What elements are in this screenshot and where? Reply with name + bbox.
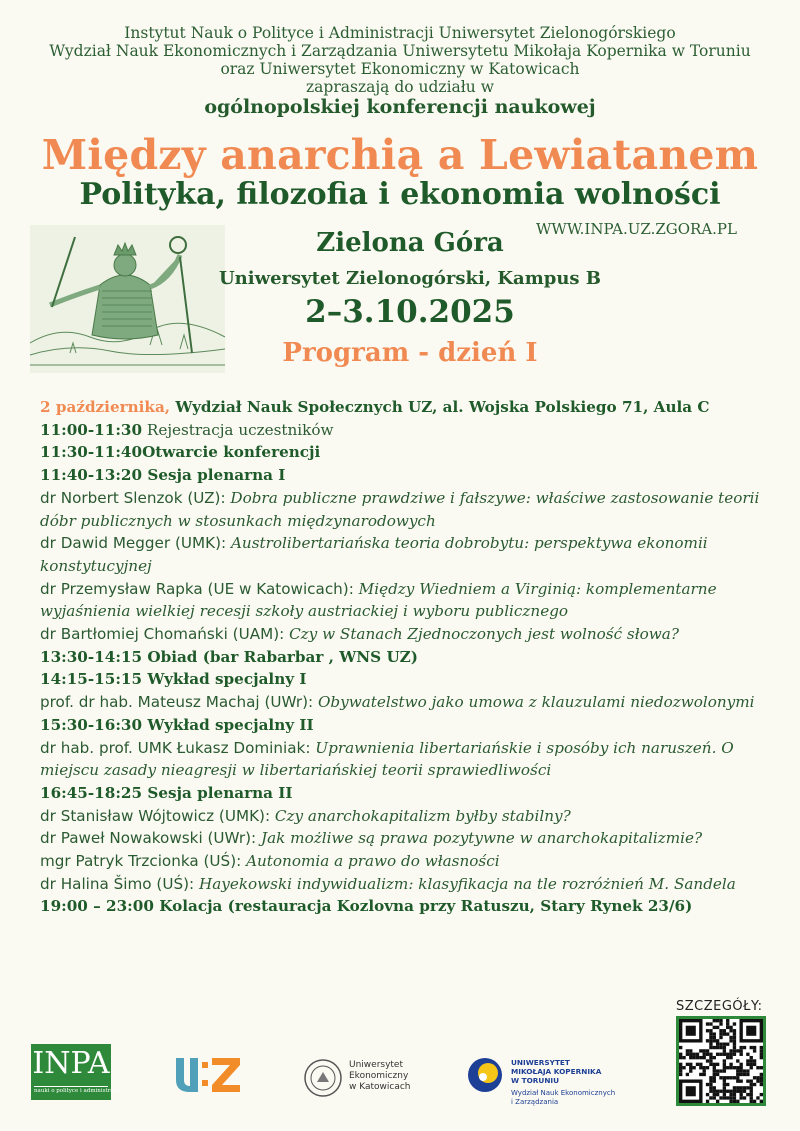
organizer-line-1: Instytut Nauk o Polityce i Administracji Uniwersytet Zielonogórskiego bbox=[124, 24, 676, 42]
slot-time: 16:45-18:25 bbox=[40, 783, 143, 802]
speaker: dr hab. prof. UMK Łukasz Dominiak: bbox=[40, 738, 316, 757]
talk-title: Obywatelstwo jako umowa z klauzulami niedozwolonymi bbox=[317, 693, 755, 712]
speaker: dr Stanisław Wójtowicz (UMK): bbox=[40, 806, 275, 825]
city: Zielona Góra bbox=[316, 228, 504, 258]
conference-subtitle: Polityka, filozofia i ekonomia wolności bbox=[79, 177, 721, 212]
ue-name-2: Ekonomiczny bbox=[349, 1071, 409, 1081]
talk-title: Jak możliwe są prawa pozytywne w anarchokapitalizmie? bbox=[261, 829, 703, 848]
speaker: dr Bartłomiej Chomański (UAM): bbox=[40, 625, 290, 644]
schedule-slot bbox=[40, 668, 780, 691]
program-list bbox=[40, 396, 780, 918]
schedule-slot bbox=[40, 441, 780, 464]
day-label: 2 października, bbox=[40, 398, 171, 416]
umk-name-3: W TORUNIU bbox=[511, 1076, 560, 1085]
talk-entry bbox=[40, 873, 780, 896]
slot-description: Rejestracja uczestników bbox=[142, 420, 334, 439]
talk-entry bbox=[40, 578, 780, 623]
ue-katowice-logo bbox=[303, 1056, 413, 1100]
talk-entry bbox=[40, 805, 780, 828]
ue-name-3: w Katowicach bbox=[349, 1082, 411, 1092]
uz-logo bbox=[172, 1056, 244, 1098]
schedule-slot bbox=[40, 714, 780, 737]
speaker: dr Norbert Slenzok (UZ): bbox=[40, 488, 231, 507]
umk-name-1: UNIWERSYTET bbox=[511, 1058, 570, 1067]
uz-logo-icon bbox=[172, 1056, 244, 1094]
speaker: dr Dawid Megger (UMK): bbox=[40, 534, 231, 553]
talk-title: Austrolibertariańska teoria dobrobytu: perspektywa ekonomii konstytucyjnej bbox=[40, 534, 708, 575]
slot-time: 13:30-14:15 bbox=[40, 647, 143, 666]
inpa-tagline: nauki o polityce i administracji bbox=[34, 1088, 121, 1094]
speaker: dr Halina Šimo (UŚ): bbox=[40, 874, 199, 893]
talk-entry bbox=[40, 623, 780, 646]
talk-entry bbox=[40, 532, 780, 577]
talk-title: Hayekowski indywidualizm: klasyfikacja na tle rozróżnień M. Sandela bbox=[198, 874, 736, 893]
slot-time: 14:15-15:15 bbox=[40, 670, 143, 689]
slot-time: 19:00 – 23:00 bbox=[40, 897, 154, 916]
slot-title: Otwarcie konferencji bbox=[142, 443, 321, 462]
talk-entry bbox=[40, 827, 780, 850]
speaker: dr Przemysław Rapka (UE w Katowicach): bbox=[40, 579, 359, 598]
talk-title: Uprawnienia libertariańskie i sposóby ich naruszeń. O miejscu zasady nieagresji w libertariańskiej teorii sprawiedliwości bbox=[40, 738, 734, 780]
talk-entry bbox=[40, 737, 780, 782]
schedule-slot bbox=[40, 782, 780, 805]
day-header bbox=[40, 396, 780, 419]
slot-title: Wykład specjalny I bbox=[142, 670, 307, 689]
slot-time: 11:30-11:40 bbox=[40, 443, 143, 462]
conference-title: Między anarchią a Lewiatanem bbox=[41, 131, 759, 179]
inpa-logo-text: INPA bbox=[32, 1046, 110, 1081]
qr-code-icon bbox=[679, 1019, 763, 1103]
venue: Uniwersytet Zielonogórski, Kampus B bbox=[218, 268, 602, 289]
organizer-line-4: zapraszają do udziału w bbox=[306, 78, 494, 96]
umk-name-2: MIKOŁAJA KOPERNIKA bbox=[511, 1067, 602, 1076]
talk-title: Autonomia a prawo do własności bbox=[246, 852, 500, 871]
speaker: dr Paweł Nowakowski (UWr): bbox=[40, 829, 261, 848]
umk-sun-icon bbox=[466, 1056, 504, 1094]
slot-title: Sesja plenarna I bbox=[142, 466, 286, 485]
slot-time: 11:00-11:30 bbox=[40, 420, 143, 439]
slot-title: Kolacja (restauracja Kozlovna przy Ratuszu, Stary Rynek 23/6) bbox=[153, 897, 693, 916]
talk-entry bbox=[40, 850, 780, 873]
organizer-line-2: Wydział Nauk Ekonomicznych i Zarządzania Uniwersytetu Mikołaja Kopernika w Toruniu bbox=[49, 42, 751, 60]
talk-entry bbox=[40, 691, 780, 714]
slot-time: 15:30-16:30 bbox=[40, 715, 143, 734]
schedule-slot bbox=[40, 419, 780, 442]
day-location: Wydział Nauk Społecznych UZ, al. Wojska Polskiego 71, Aula C bbox=[170, 398, 710, 416]
slot-title: Obiad (bar Rabarbar , WNS UZ) bbox=[142, 647, 418, 666]
ue-seal-icon bbox=[303, 1058, 343, 1098]
website-link[interactable]: WWW.INPA.UZ.ZGORA.PL bbox=[536, 220, 737, 238]
organizer-line-3: oraz Uniwersytet Ekonomiczny w Katowicach bbox=[220, 60, 580, 78]
inpa-logo bbox=[31, 1044, 121, 1100]
speaker: prof. dr hab. Mateusz Machaj (UWr): bbox=[40, 693, 318, 712]
conference-type: ogólnopolskiej konferencji naukowej bbox=[204, 96, 596, 118]
umk-dept-2: i Zarządzania bbox=[511, 1097, 559, 1106]
slot-title: Wykład specjalny II bbox=[142, 715, 314, 734]
qr-label: SZCZEGÓŁY: bbox=[676, 999, 763, 1014]
schedule-slot bbox=[40, 464, 780, 487]
ue-name-1: Uniwersytet bbox=[349, 1060, 403, 1070]
talk-title: Dobra publiczne prawdziwe i fałszywe: właściwe zastosowanie teorii dóbr publicznych w stosunkach międzynarodowych bbox=[40, 488, 760, 530]
program-title: Program - dzień I bbox=[282, 338, 538, 368]
speaker: mgr Patryk Trzcionka (UŚ): bbox=[40, 852, 247, 871]
schedule-slot bbox=[40, 895, 780, 918]
umk-logo bbox=[466, 1056, 636, 1106]
talk-entry bbox=[40, 487, 780, 532]
talk-title: Między Wiedniem a Virginią: komplementarne wyjaśnienia wielkiej recesji szkoły austriackiej i wyboru publicznego bbox=[40, 579, 717, 621]
umk-dept-1: Wydział Nauk Ekonomicznych bbox=[511, 1089, 616, 1097]
slot-title: Sesja plenarna II bbox=[142, 783, 293, 802]
talk-title: Czy anarchokapitalizm byłby stabilny? bbox=[274, 806, 571, 825]
dates: 2–3.10.2025 bbox=[305, 294, 515, 330]
talk-title: Czy w Stanach Zjednoczonych jest wolność słowa? bbox=[289, 625, 679, 644]
schedule-slot bbox=[40, 646, 780, 669]
slot-time: 11:40-13:20 bbox=[40, 466, 143, 485]
qr-code[interactable] bbox=[676, 1016, 766, 1106]
